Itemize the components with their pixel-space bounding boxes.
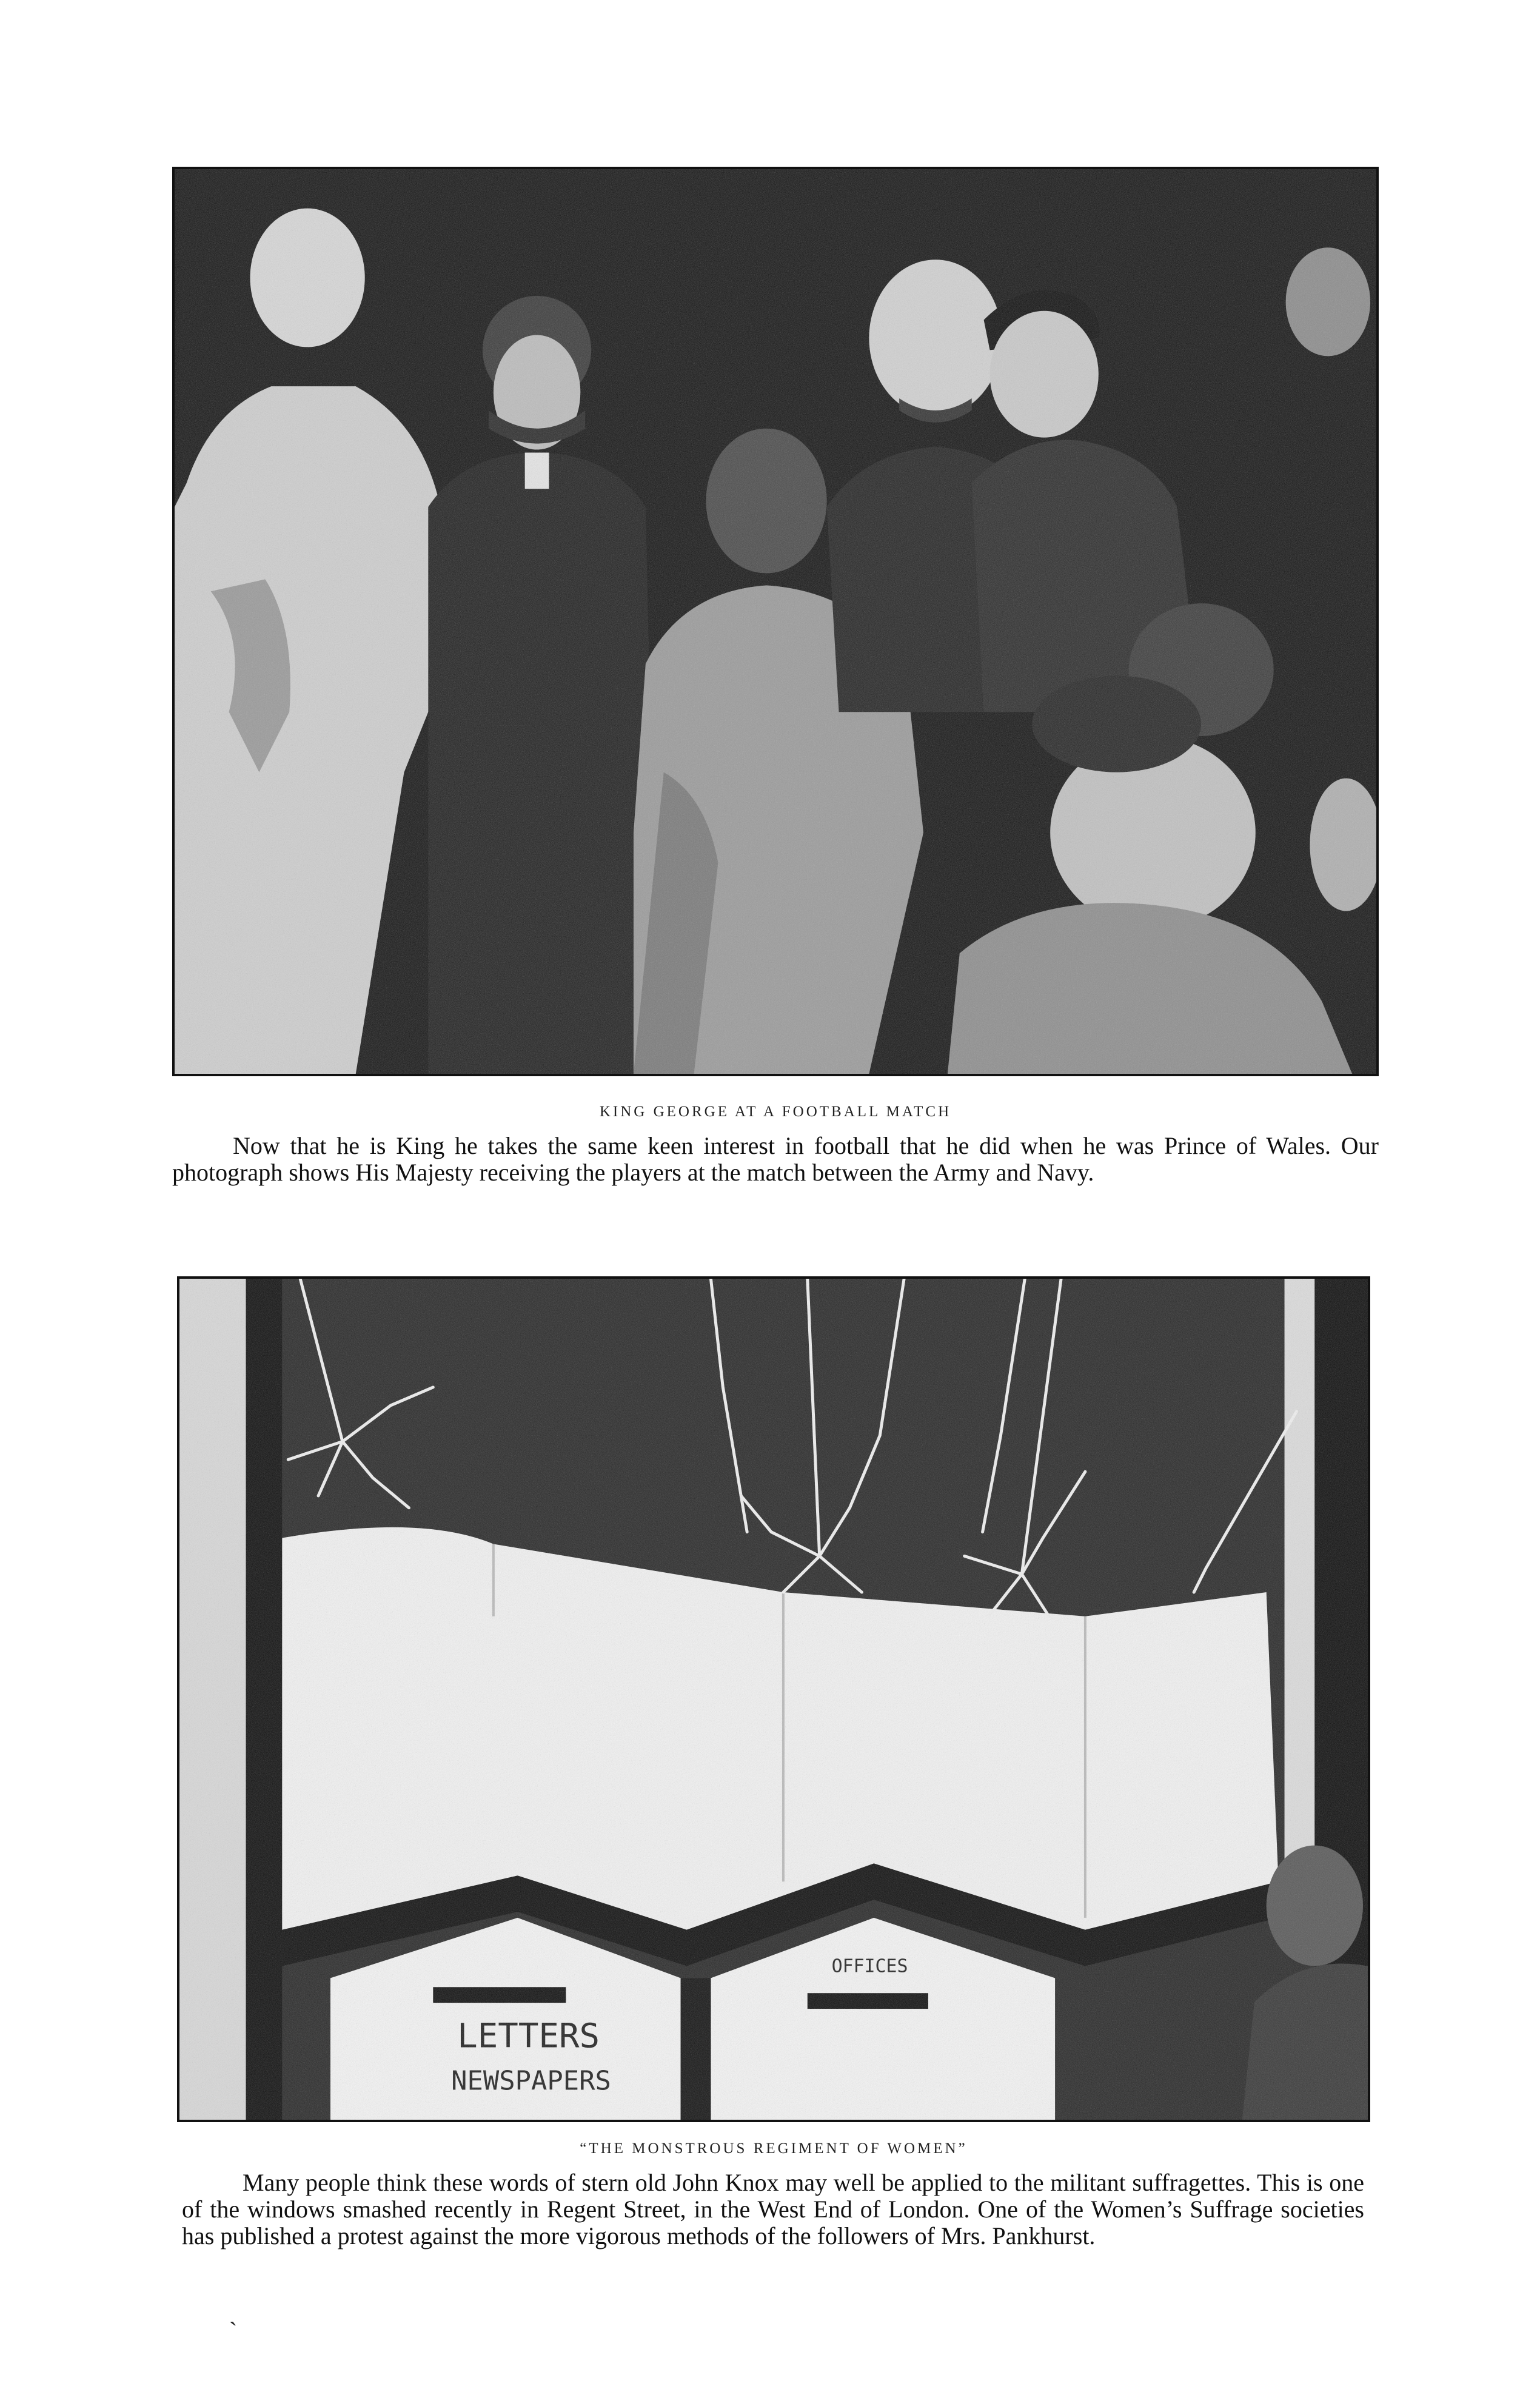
football-match-photo: [172, 167, 1379, 1076]
smashed-window-illustration: [179, 1279, 1368, 2120]
caption-1-body: Now that he is King he takes the same keen interest in football that he did when he was Prince of Wales. Our photograph shows His Majesty receiving the players at the match between the Army and Navy.: [172, 1132, 1379, 1186]
caption-1-title: KING GEORGE AT A FOOTBALL MATCH: [599, 1104, 952, 1120]
caption-2-body: Many people think these words of stern old John Knox may well be applied to the militant suffragettes. This is one of the windows smashed recently in Regent Street, in the West End of London. One of the Women’s Suffrage societies has published a protest against the more vigorous methods of the followers of Mrs. Pankhurst.: [182, 2169, 1364, 2249]
smashed-window-photo: [177, 1276, 1370, 2122]
football-match-illustration: [175, 169, 1376, 1074]
caption-2-title: “THE MONSTROUS REGIMENT OF WOMEN”: [580, 2140, 968, 2157]
stray-print-mark: ˎ: [229, 2299, 238, 2326]
